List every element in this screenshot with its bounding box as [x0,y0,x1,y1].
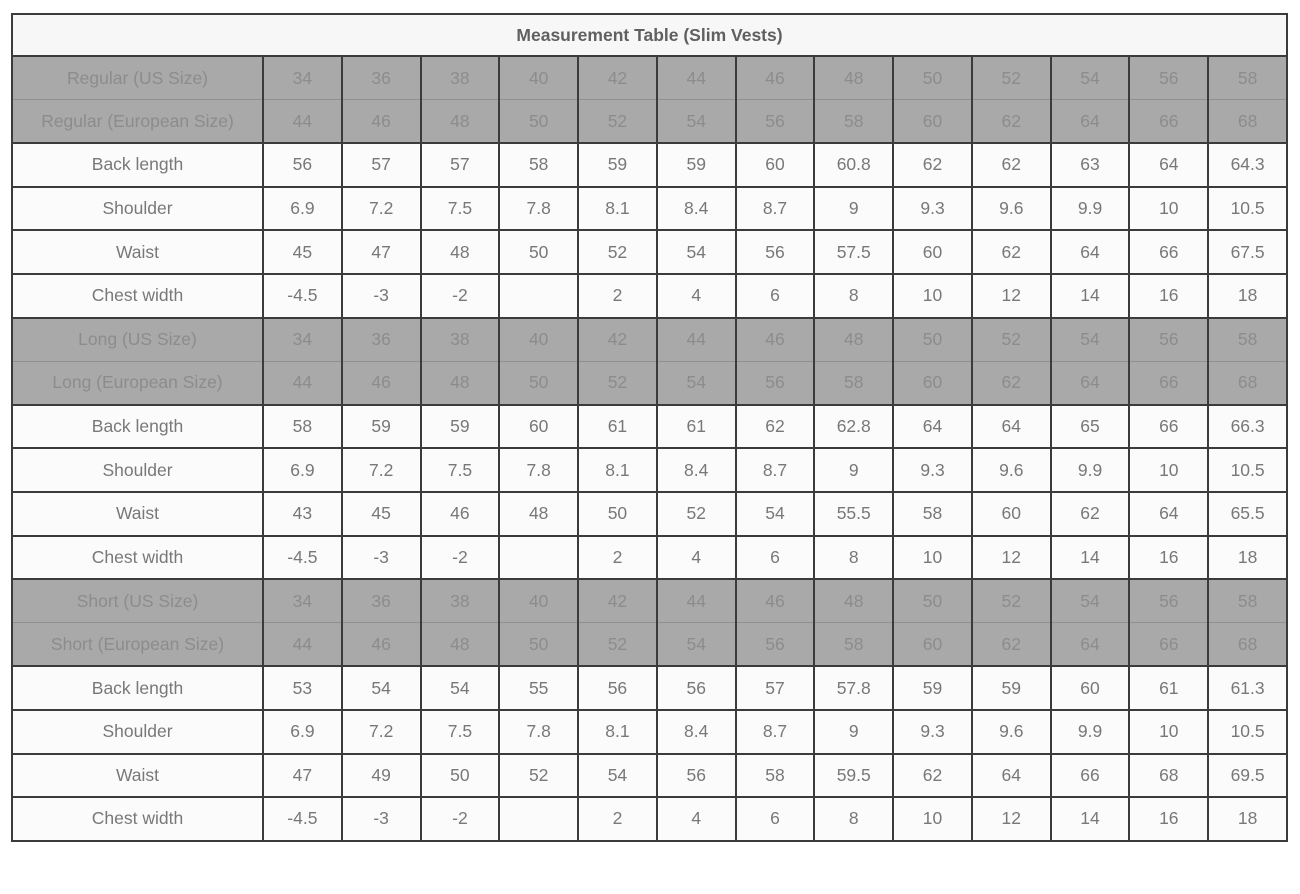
value-cell: 44 [263,623,342,667]
measurement-row [12,536,1287,580]
value-cell: 36 [342,579,421,623]
value-cell: 66.3 [1208,405,1287,449]
value-cell: 8 [814,536,893,580]
value-cell: 10.5 [1208,448,1287,492]
value-cell: 8.4 [657,710,736,754]
value-cell: 52 [499,754,578,798]
value-cell: 66 [1129,100,1208,144]
value-cell: 52 [578,230,657,274]
measurement-row [12,405,1287,449]
value-cell: 58 [499,143,578,187]
value-cell: 59.5 [814,754,893,798]
value-cell: 69.5 [1208,754,1287,798]
value-cell: 7.5 [421,187,500,231]
value-cell: 16 [1129,274,1208,318]
value-cell: 10.5 [1208,187,1287,231]
value-cell: 48 [814,318,893,362]
value-cell: 58 [1208,56,1287,100]
value-cell: 18 [1208,797,1287,841]
row-label: Short (US Size) [12,579,263,623]
value-cell: 9.9 [1051,710,1130,754]
value-cell: 67.5 [1208,230,1287,274]
value-cell: 16 [1129,797,1208,841]
value-cell: 18 [1208,274,1287,318]
measurement-row [12,230,1287,274]
value-cell: 2 [578,274,657,318]
value-cell: 56 [736,361,815,405]
value-cell: 61.3 [1208,666,1287,710]
value-cell: 7.5 [421,448,500,492]
row-label: Regular (US Size) [12,56,263,100]
value-cell: 8.4 [657,187,736,231]
value-cell: 58 [814,361,893,405]
value-cell: 44 [263,361,342,405]
value-cell: 56 [736,230,815,274]
value-cell: 6.9 [263,448,342,492]
size-header-row [12,100,1287,144]
value-cell: 40 [499,318,578,362]
size-header-row [12,56,1287,100]
value-cell: 18 [1208,536,1287,580]
value-cell: 46 [736,579,815,623]
value-cell: 12 [972,536,1051,580]
value-cell: 38 [421,318,500,362]
value-cell: 47 [342,230,421,274]
value-cell: 10 [893,274,972,318]
value-cell: 64 [1051,100,1130,144]
row-label: Back length [12,666,263,710]
value-cell: 58 [814,623,893,667]
measurement-row [12,754,1287,798]
value-cell: 14 [1051,797,1130,841]
value-cell: 54 [657,230,736,274]
value-cell: 50 [499,361,578,405]
value-cell: 66 [1051,754,1130,798]
row-label: Back length [12,143,263,187]
value-cell: 54 [657,623,736,667]
value-cell: 57 [342,143,421,187]
value-cell: 9 [814,187,893,231]
value-cell: -3 [342,536,421,580]
value-cell: 53 [263,666,342,710]
value-cell: 46 [421,492,500,536]
value-cell: 56 [1129,56,1208,100]
value-cell: 56 [736,623,815,667]
value-cell: 58 [1208,579,1287,623]
value-cell: -2 [421,536,500,580]
value-cell: 9 [814,448,893,492]
value-cell: 52 [972,56,1051,100]
value-cell: 54 [657,361,736,405]
size-header-row [12,361,1287,405]
value-cell: 10 [1129,710,1208,754]
value-cell: 57 [421,143,500,187]
value-cell: 61 [657,405,736,449]
row-label: Waist [12,230,263,274]
value-cell: 54 [736,492,815,536]
value-cell: 46 [342,100,421,144]
row-label: Long (US Size) [12,318,263,362]
value-cell: 50 [421,754,500,798]
value-cell: 62 [893,143,972,187]
value-cell: 60.8 [814,143,893,187]
value-cell: 59 [893,666,972,710]
value-cell: 62 [972,100,1051,144]
value-cell: 10 [893,797,972,841]
value-cell: 64 [1051,230,1130,274]
row-label: Shoulder [12,448,263,492]
value-cell: 42 [578,318,657,362]
value-cell: 60 [972,492,1051,536]
value-cell: 14 [1051,536,1130,580]
row-label: Chest width [12,536,263,580]
value-cell: 68 [1208,100,1287,144]
value-cell: 62 [972,361,1051,405]
value-cell: 9.6 [972,187,1051,231]
row-label: Waist [12,492,263,536]
value-cell: 56 [1129,318,1208,362]
value-cell: 60 [893,361,972,405]
value-cell: 7.5 [421,710,500,754]
value-cell: 48 [421,100,500,144]
value-cell: 60 [736,143,815,187]
value-cell: 62.8 [814,405,893,449]
value-cell: 46 [736,56,815,100]
value-cell: 14 [1051,274,1130,318]
value-cell: 68 [1208,361,1287,405]
value-cell: 60 [499,405,578,449]
value-cell: 52 [657,492,736,536]
value-cell: 9.9 [1051,448,1130,492]
value-cell: 64 [893,405,972,449]
measurement-row [12,143,1287,187]
measurement-row [12,797,1287,841]
value-cell: 52 [578,361,657,405]
value-cell: 8.7 [736,448,815,492]
value-cell: 4 [657,536,736,580]
value-cell: 6.9 [263,710,342,754]
value-cell: 7.2 [342,710,421,754]
value-cell: 4 [657,797,736,841]
value-cell: 8 [814,274,893,318]
value-cell: 8.1 [578,710,657,754]
value-cell: 8.1 [578,448,657,492]
value-cell: 50 [893,579,972,623]
table-title: Measurement Table (Slim Vests) [12,14,1287,56]
value-cell: 34 [263,56,342,100]
size-header-row [12,623,1287,667]
value-cell: 59 [972,666,1051,710]
value-cell: 10 [1129,187,1208,231]
value-cell: 50 [499,100,578,144]
value-cell: 62 [972,230,1051,274]
value-cell: 54 [342,666,421,710]
value-cell [499,797,578,841]
value-cell: 66 [1129,361,1208,405]
value-cell: 56 [657,754,736,798]
value-cell: 59 [421,405,500,449]
value-cell: 54 [1051,579,1130,623]
measurement-table [11,13,1288,842]
value-cell: 44 [657,318,736,362]
value-cell: 9.3 [893,448,972,492]
value-cell: 57 [736,666,815,710]
value-cell: 9.6 [972,448,1051,492]
value-cell: 50 [499,623,578,667]
value-cell: 65 [1051,405,1130,449]
value-cell: -4.5 [263,274,342,318]
value-cell: 34 [263,579,342,623]
value-cell: 60 [893,623,972,667]
value-cell: 48 [421,623,500,667]
value-cell: 60 [893,230,972,274]
value-cell: 34 [263,318,342,362]
value-cell: 56 [657,666,736,710]
value-cell: 56 [263,143,342,187]
value-cell: -4.5 [263,797,342,841]
value-cell: 64 [1129,492,1208,536]
value-cell: 64 [1051,361,1130,405]
value-cell: 6 [736,274,815,318]
value-cell: 9.6 [972,710,1051,754]
value-cell: 66 [1129,230,1208,274]
value-cell: 7.8 [499,710,578,754]
value-cell: 62 [893,754,972,798]
value-cell: 9.3 [893,187,972,231]
value-cell: 61 [1129,666,1208,710]
value-cell: 60 [893,100,972,144]
value-cell: 50 [578,492,657,536]
value-cell: 65.5 [1208,492,1287,536]
value-cell: 55.5 [814,492,893,536]
value-cell: 54 [578,754,657,798]
value-cell: 68 [1208,623,1287,667]
value-cell: 44 [263,100,342,144]
value-cell: 38 [421,56,500,100]
value-cell: 6 [736,797,815,841]
row-label: Short (European Size) [12,623,263,667]
value-cell: 56 [736,100,815,144]
value-cell: 66 [1129,405,1208,449]
value-cell: 58 [736,754,815,798]
value-cell: 44 [657,56,736,100]
value-cell: 52 [578,623,657,667]
value-cell: 52 [972,318,1051,362]
value-cell: 36 [342,318,421,362]
value-cell: 46 [736,318,815,362]
value-cell: 58 [814,100,893,144]
value-cell: 9 [814,710,893,754]
value-cell: 68 [1129,754,1208,798]
value-cell: 57.5 [814,230,893,274]
value-cell: 10 [1129,448,1208,492]
value-cell: 8.7 [736,187,815,231]
value-cell: 48 [814,56,893,100]
measurement-row [12,274,1287,318]
value-cell: 56 [1129,579,1208,623]
value-cell: 7.8 [499,187,578,231]
value-cell: 64 [1051,623,1130,667]
value-cell: 8.7 [736,710,815,754]
value-cell: 60 [1051,666,1130,710]
value-cell: 54 [1051,318,1130,362]
value-cell: 45 [342,492,421,536]
size-header-row [12,579,1287,623]
value-cell: 10 [893,536,972,580]
value-cell: -2 [421,274,500,318]
value-cell: 8 [814,797,893,841]
value-cell: 7.2 [342,187,421,231]
value-cell: 55 [499,666,578,710]
value-cell: 9.3 [893,710,972,754]
value-cell: 48 [421,361,500,405]
value-cell: 48 [814,579,893,623]
row-label: Chest width [12,797,263,841]
value-cell: 52 [578,100,657,144]
title-row [12,14,1287,56]
value-cell: 43 [263,492,342,536]
value-cell: 49 [342,754,421,798]
value-cell: 58 [893,492,972,536]
value-cell: 40 [499,579,578,623]
value-cell: 4 [657,274,736,318]
measurement-row [12,666,1287,710]
value-cell: 62 [972,623,1051,667]
value-cell: 48 [421,230,500,274]
value-cell: 66 [1129,623,1208,667]
value-cell: 8.4 [657,448,736,492]
row-label: Chest width [12,274,263,318]
measurement-row [12,448,1287,492]
value-cell: 50 [499,230,578,274]
value-cell: 42 [578,56,657,100]
value-cell: 52 [972,579,1051,623]
value-cell: 12 [972,797,1051,841]
value-cell: 56 [578,666,657,710]
value-cell [499,536,578,580]
value-cell: 40 [499,56,578,100]
row-label: Long (European Size) [12,361,263,405]
value-cell: 59 [578,143,657,187]
value-cell: 2 [578,536,657,580]
value-cell: 50 [893,318,972,362]
value-cell: 59 [342,405,421,449]
row-label: Regular (European Size) [12,100,263,144]
row-label: Back length [12,405,263,449]
value-cell: 7.2 [342,448,421,492]
measurement-row [12,710,1287,754]
value-cell: -3 [342,797,421,841]
value-cell: 9.9 [1051,187,1130,231]
value-cell: 57.8 [814,666,893,710]
value-cell: -3 [342,274,421,318]
value-cell: 44 [657,579,736,623]
value-cell: 48 [499,492,578,536]
value-cell: 12 [972,274,1051,318]
value-cell: 54 [1051,56,1130,100]
measurement-row [12,492,1287,536]
value-cell: 46 [342,623,421,667]
size-header-row [12,318,1287,362]
measurement-row [12,187,1287,231]
value-cell: 47 [263,754,342,798]
value-cell: 62 [736,405,815,449]
value-cell: 54 [421,666,500,710]
value-cell: 50 [893,56,972,100]
value-cell: 46 [342,361,421,405]
value-cell: 6 [736,536,815,580]
value-cell: -2 [421,797,500,841]
row-label: Waist [12,754,263,798]
value-cell [499,274,578,318]
value-cell: 38 [421,579,500,623]
row-label: Shoulder [12,187,263,231]
value-cell: 58 [263,405,342,449]
value-cell: 62 [1051,492,1130,536]
value-cell: 62 [972,143,1051,187]
value-cell: 7.8 [499,448,578,492]
value-cell: 59 [657,143,736,187]
value-cell: 2 [578,797,657,841]
value-cell: 64 [972,405,1051,449]
value-cell: 54 [657,100,736,144]
value-cell: 8.1 [578,187,657,231]
row-label: Shoulder [12,710,263,754]
value-cell: 61 [578,405,657,449]
value-cell: 42 [578,579,657,623]
value-cell: 10.5 [1208,710,1287,754]
value-cell: -4.5 [263,536,342,580]
value-cell: 64.3 [1208,143,1287,187]
value-cell: 64 [1129,143,1208,187]
value-cell: 6.9 [263,187,342,231]
value-cell: 36 [342,56,421,100]
value-cell: 58 [1208,318,1287,362]
value-cell: 16 [1129,536,1208,580]
value-cell: 63 [1051,143,1130,187]
value-cell: 64 [972,754,1051,798]
value-cell: 45 [263,230,342,274]
